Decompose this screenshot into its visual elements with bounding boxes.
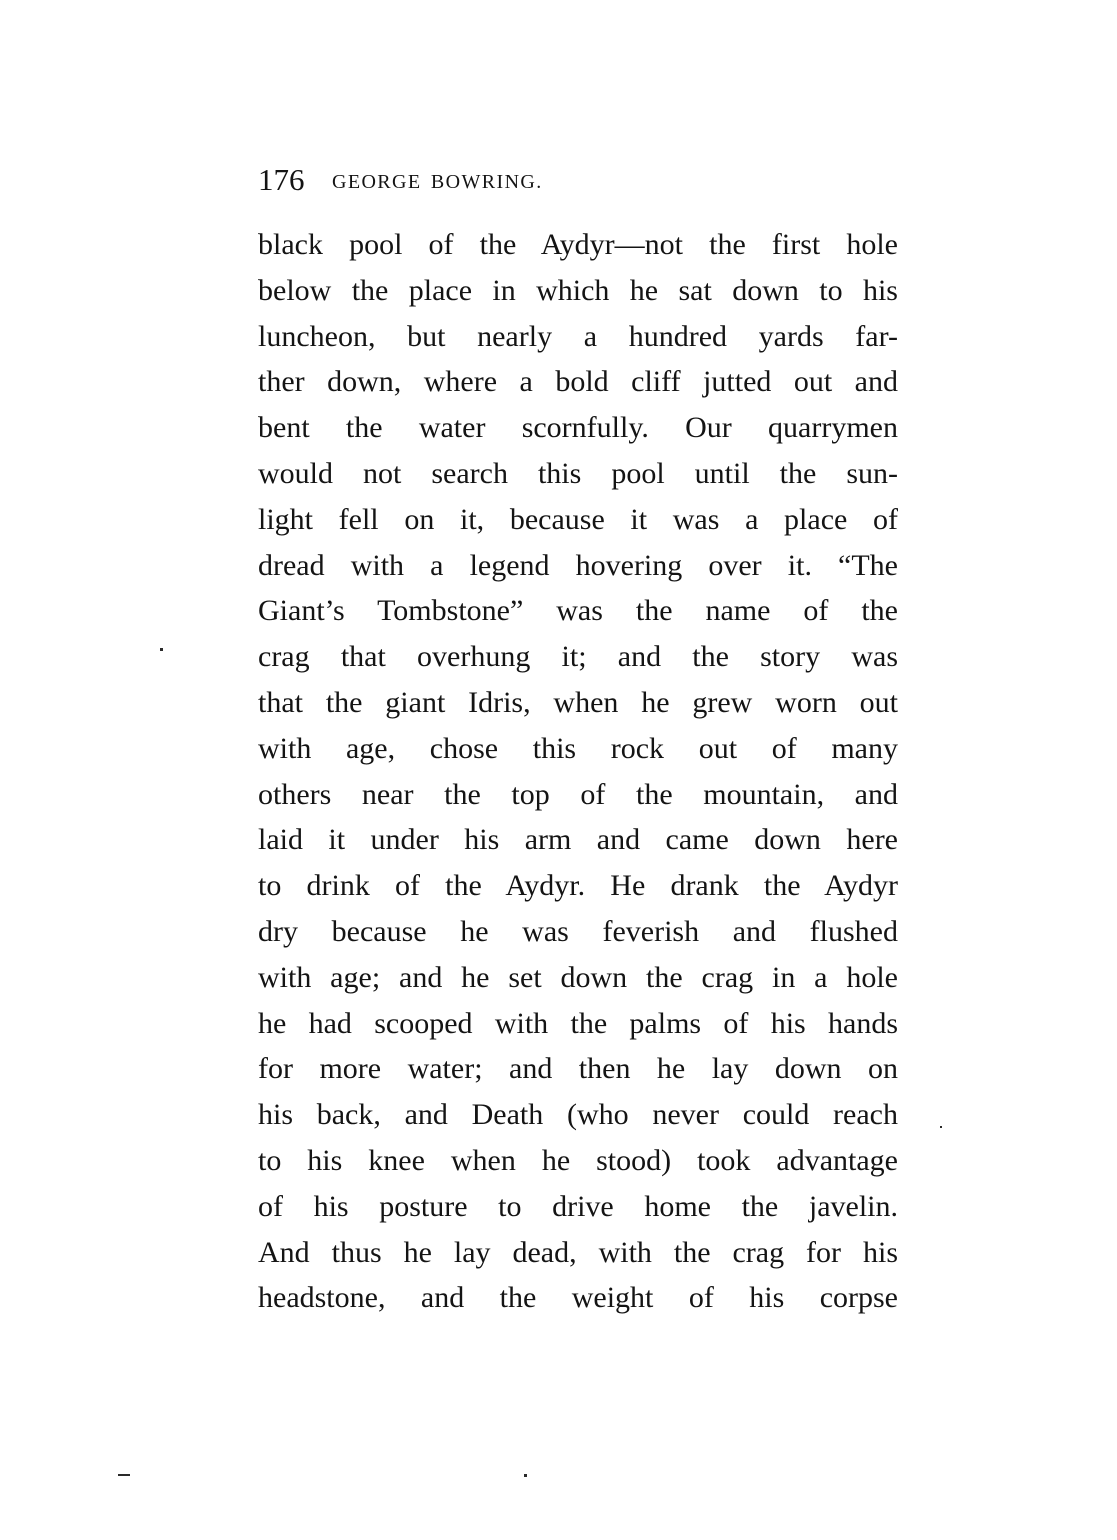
body-text xyxy=(258,222,898,1321)
scan-speck xyxy=(160,648,163,651)
text-line: luncheon, but nearly a hundred yards far- xyxy=(258,319,898,353)
text-line: ther down, where a bold cliff jutted out and xyxy=(258,365,898,399)
text-line: bent the water scornfully. Our quarrymen xyxy=(258,411,898,445)
text-line: with age; and he set down the crag in a hole xyxy=(258,960,898,994)
scan-speck xyxy=(524,1474,527,1477)
text-line: for more water; and then he lay down on xyxy=(258,1052,898,1086)
text-line: he had scooped with the palms of his hands xyxy=(258,1006,898,1040)
text-line: to drink of the Aydyr. He drank the Aydyr xyxy=(258,869,898,903)
text-line: headstone, and the weight of his corpse xyxy=(258,1281,898,1315)
page-header xyxy=(258,160,898,200)
text-line: And thus he lay dead, with the crag for his xyxy=(258,1235,898,1269)
text-line: Giant’s Tombstone” was the name of the xyxy=(258,594,898,628)
text-line: would not search this pool until the sun- xyxy=(258,456,898,490)
text-line: crag that overhung it; and the story was xyxy=(258,640,898,674)
text-line: black pool of the Aydyr—not the first hole xyxy=(258,228,898,261)
text-line: his back, and Death (who never could reach xyxy=(258,1098,898,1132)
text-line: laid it under his arm and came down here xyxy=(258,823,898,857)
text-line: light fell on it, because it was a place of xyxy=(258,502,898,536)
text-line: below the place in which he sat down to his xyxy=(258,273,898,307)
text-line: dread with a legend hovering over it. “The xyxy=(258,548,898,582)
running-title: GEORGE BOWRING. xyxy=(332,171,543,193)
text-line: dry because he was feverish and flushed xyxy=(258,914,898,948)
page-number: 176 xyxy=(258,162,305,197)
text-line: others near the top of the mountain, and xyxy=(258,777,898,811)
scan-speck xyxy=(118,1474,130,1476)
text-line: to his knee when he stood) took advantage xyxy=(258,1143,898,1177)
text-line: of his posture to drive home the javelin. xyxy=(258,1189,898,1223)
text-line: with age, chose this rock out of many xyxy=(258,731,898,765)
scan-speck xyxy=(940,1126,942,1128)
text-line: that the giant Idris, when he grew worn out xyxy=(258,685,898,719)
